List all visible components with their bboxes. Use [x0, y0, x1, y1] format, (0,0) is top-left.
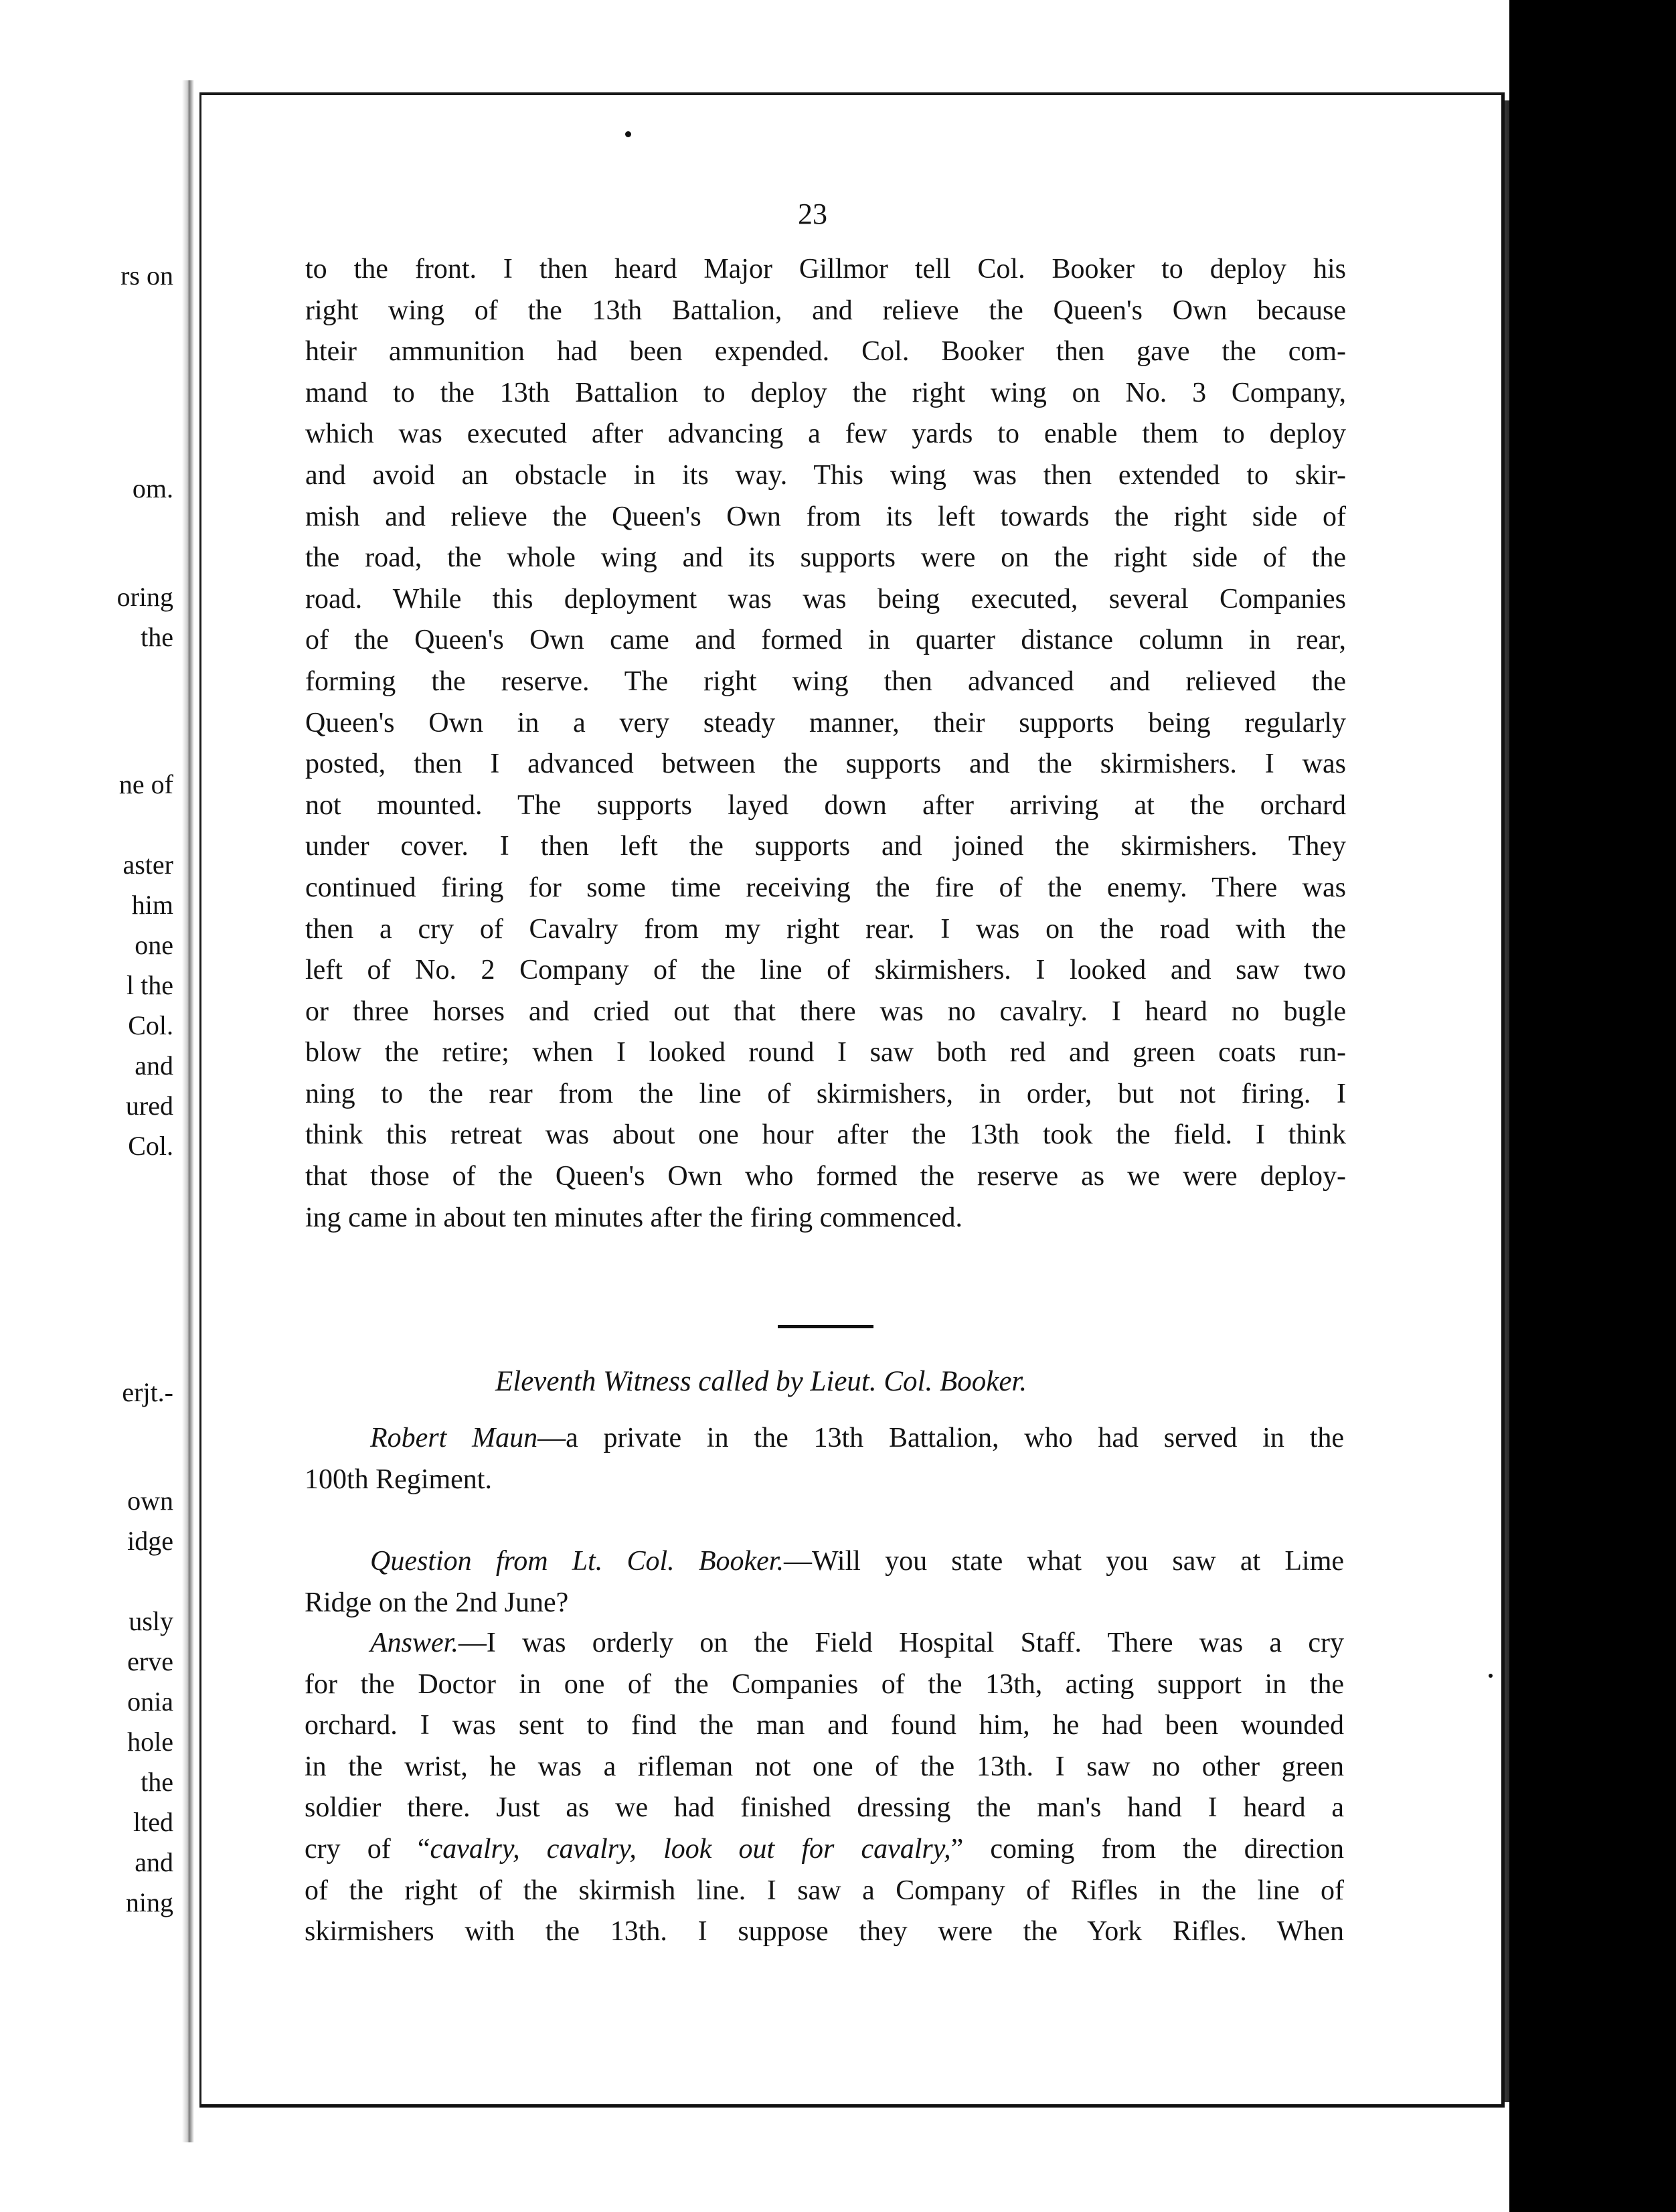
text-line	[305, 1418, 1344, 1459]
text-line: Ridge on the 2nd June?	[305, 1587, 569, 1618]
question-label: Question from Lt. Col. Booker.	[370, 1546, 784, 1577]
text-line: right wing of the 13th Battalion, and relieve the Queen's Own because	[305, 295, 1346, 326]
ink-speck	[1489, 1674, 1493, 1678]
question-paragraph	[305, 1541, 1344, 1624]
left-page-fragment: lted	[133, 1807, 173, 1837]
answer-paragraph	[305, 1623, 1344, 1953]
book-gutter	[182, 80, 194, 2142]
text-line: not mounted. The supports layed down after arriving at the orchard	[305, 789, 1346, 821]
scanner-background	[1509, 0, 1676, 2212]
cry-prefix: cry of “	[305, 1833, 430, 1865]
text-line: think this retreat was about one hour after the 13th took the field. I think	[305, 1119, 1346, 1151]
text-line: the road, the whole wing and its supports were on the right side of the	[305, 542, 1346, 574]
text-line: under cover. I then left the supports and joined the skirmishers. They	[305, 831, 1346, 862]
text-line: hteir ammunition had been expended. Col. Booker then gave the com-	[305, 336, 1346, 368]
text-line: road. While this deployment was was being executed, several Companies	[305, 583, 1346, 615]
text-line: continued firing for some time receiving the fire of the enemy. There was	[305, 872, 1346, 903]
text-line: of the Queen's Own came and formed in quarter distance column in rear,	[305, 625, 1346, 656]
left-page-fragment: hole	[127, 1727, 173, 1757]
left-page-fragment: him	[131, 890, 173, 920]
left-page-fragment: idge	[127, 1526, 173, 1556]
witness-description: —a private in the 13th Battalion, who had served in the	[537, 1423, 1344, 1453]
text-line: blow the retire; when I looked round I saw both red and green coats run-	[305, 1037, 1346, 1069]
text-line: forming the reserve. The right wing then advanced and relieved the	[305, 665, 1346, 697]
left-page-fragment: the	[141, 622, 173, 652]
question-text: —Will you state what you saw at Lime	[783, 1546, 1344, 1577]
left-page-fragment: rs on	[120, 260, 173, 291]
answer-text: —I was orderly on the Field Hospital Staff. There was a cry	[458, 1628, 1344, 1658]
ink-speck	[625, 131, 631, 137]
left-page-fragment: and	[135, 1050, 173, 1081]
text-line: orchard. I was sent to find the man and found him, he had been wounded	[305, 1710, 1344, 1741]
text-line: skirmishers with the 13th. I suppose they were the York Rifles. When	[305, 1916, 1344, 1948]
text-line: which was executed after advancing a few yards to enable them to deploy	[305, 418, 1346, 450]
left-page-fragment: one	[135, 930, 173, 960]
text-line: that those of the Queen's Own who formed the reserve as we were deploy-	[305, 1161, 1346, 1192]
left-page-fragment: l the	[127, 970, 173, 1000]
witness-intro-paragraph	[305, 1418, 1344, 1500]
text-line: for the Doctor in one of the Companies of the 13th, acting support in the	[305, 1668, 1344, 1700]
text-line: in the wrist, he was a rifleman not one of the 13th. I saw no other green	[305, 1751, 1344, 1782]
text-line	[305, 1623, 1344, 1664]
text-line: left of No. 2 Company of the line of skirmishers. I looked and saw two	[305, 955, 1346, 986]
left-page-fragment: own	[127, 1486, 173, 1516]
cry-quote: cavalry, cavalry, look out for cavalry,	[430, 1833, 951, 1865]
text-line: 100th Regiment.	[305, 1464, 492, 1495]
text-line: mand to the 13th Battalion to deploy the right wing on No. 3 Company,	[305, 377, 1346, 408]
text-line: then a cry of Cavalry from my right rear. I was on the road with the	[305, 913, 1346, 945]
left-page-fragment: aster	[122, 850, 173, 880]
left-facing-page	[0, 87, 191, 2129]
text-line: or three horses and cried out that there was no cavalry. I heard no bugle	[305, 996, 1346, 1027]
left-page-fragment: onia	[127, 1686, 173, 1717]
left-page-fragment: and	[135, 1847, 173, 1877]
left-page-fragment: erjt.-	[122, 1377, 173, 1407]
left-page-fragment: erve	[127, 1646, 173, 1676]
left-page-fragment: ne of	[118, 769, 173, 799]
left-page-fragment: Col.	[128, 1131, 173, 1161]
text-line: to the front. I then heard Major Gillmor tell Col. Booker to deploy his	[305, 254, 1346, 285]
text-line: mish and relieve the Queen's Own from its left towards the right side of	[305, 501, 1346, 532]
text-line: Queen's Own in a very steady manner, their supports being regularly	[305, 707, 1346, 738]
cry-suffix: ” coming from the direction	[950, 1833, 1344, 1865]
text-line	[305, 1829, 1344, 1871]
witness-name: Robert Maun	[370, 1423, 538, 1453]
text-line: ning to the rear from the line of skirmishers, in order, but not firing. I	[305, 1078, 1346, 1109]
text-line: soldier there. Just as we had finished dressing the man's hand I heard a	[305, 1792, 1344, 1824]
answer-label: Answer.	[370, 1628, 458, 1658]
deposition-paragraph	[305, 249, 1346, 1239]
left-page-fragment: om.	[132, 473, 173, 503]
left-page-fragment: ning	[125, 1887, 173, 1917]
left-page-fragment: Col.	[128, 1010, 173, 1040]
left-page-fragment: usly	[129, 1606, 173, 1636]
text-line: of the right of the skirmish line. I saw a Company of Rifles in the line of	[305, 1875, 1344, 1906]
text-line	[305, 1541, 1344, 1583]
left-page-fragment: ured	[125, 1091, 173, 1121]
section-heading: Eleventh Witness called by Lieut. Col. Booker.	[495, 1366, 1027, 1397]
left-page-fragment: oring	[116, 582, 173, 612]
text-line: and avoid an obstacle in its way. This wing was then extended to skir-	[305, 459, 1346, 491]
text-line: posted, then I advanced between the supports and the skirmishers. I was	[305, 748, 1346, 780]
left-page-fragment: the	[141, 1767, 173, 1797]
text-line: ing came in about ten minutes after the firing commenced.	[305, 1202, 962, 1233]
section-divider	[778, 1325, 873, 1328]
page-number: 23	[798, 198, 827, 230]
